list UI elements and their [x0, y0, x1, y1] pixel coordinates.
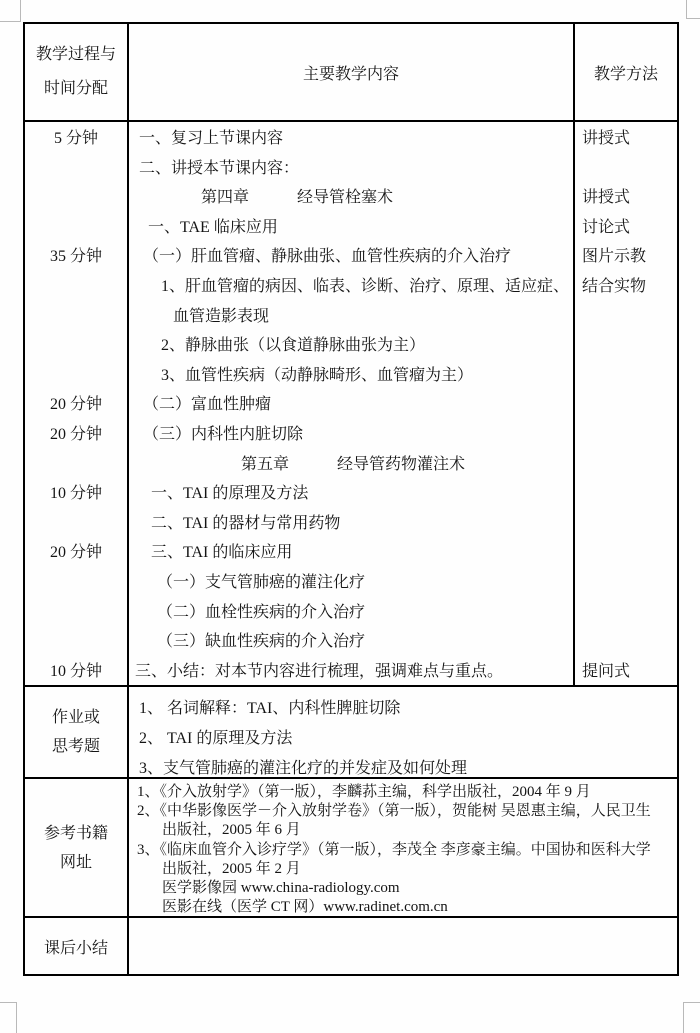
header-row — [25, 24, 677, 120]
homework-label — [25, 687, 127, 777]
method-cell — [575, 361, 677, 391]
summary-label-cell — [25, 918, 127, 974]
reference-line: 1、《介入放射学》（第一版），李麟荪主编，科学出版社，2004 年 9 月 — [137, 784, 591, 800]
method-cell — [575, 538, 677, 568]
reference-line: 医学影像园 www.china-radiology.com — [162, 879, 400, 896]
time-cell — [25, 302, 127, 332]
method-column — [573, 122, 677, 685]
summary-content — [127, 918, 677, 974]
content-line: 血管造影表现 — [173, 307, 270, 325]
method-cell: 结合实物 — [582, 277, 647, 295]
time-cell: 10 分钟 — [49, 662, 102, 680]
method-cell — [575, 509, 677, 539]
time-cell: 5 分钟 — [53, 130, 98, 147]
header-col-process-time — [25, 24, 127, 120]
content-line: （三）缺血性疾病的介入治疗 — [157, 633, 366, 651]
method-cell: 图片示教 — [582, 248, 647, 266]
references-row — [25, 777, 677, 916]
reference-line: 3、《临床血管介入诊疗学》（第一版），李茂全 李彦豪主编。中国协和医科大学 — [137, 841, 651, 858]
content-line: （二）血栓性疾病的介入治疗 — [157, 603, 366, 621]
reference-line: 出版社，2005 年 2 月 — [162, 860, 301, 877]
summary-label: 课后小结 — [43, 939, 108, 957]
homework-label-line2: 思考题 — [51, 738, 100, 755]
time-cell: 20 分钟 — [49, 425, 102, 443]
method-cell — [575, 420, 677, 450]
method-cell — [575, 331, 677, 361]
time-cell: 20 分钟 — [49, 544, 102, 562]
reference-line: 出版社，2005 年 6 月 — [162, 822, 301, 839]
content-line: 3、血管性疾病（动静脉畸形、血管瘤为主） — [161, 366, 474, 384]
content-column — [127, 122, 573, 685]
content-line: 1、肝血管瘤的病因、临表、诊断、治疗、原理、适应症、 — [161, 277, 570, 295]
content-line: 一、复习上节课内容 — [139, 130, 284, 147]
method-cell — [575, 450, 677, 480]
lesson-plan-table — [23, 22, 679, 976]
time-cell — [25, 213, 127, 243]
references-label-line2: 网址 — [59, 853, 92, 871]
homework-items — [127, 687, 677, 777]
time-cell — [25, 154, 127, 184]
time-cell — [25, 272, 127, 302]
crop-mark-bottom-right — [683, 1002, 700, 1033]
header-content-label: 主要教学内容 — [302, 65, 399, 83]
references-label — [25, 779, 127, 916]
method-cell — [575, 302, 677, 332]
method-cell: 提问式 — [582, 662, 631, 680]
header-method-label: 教学方法 — [593, 65, 658, 83]
time-cell — [25, 509, 127, 539]
method-cell — [575, 154, 677, 184]
method-cell — [575, 479, 677, 509]
time-cell: 35 分钟 — [49, 248, 102, 266]
time-cell — [25, 450, 127, 480]
homework-row — [25, 685, 677, 777]
homework-item: 1、 名词解释：TAI、内科性脾脏切除 — [139, 700, 401, 717]
time-cell: 10 分钟 — [49, 485, 102, 503]
content-line: 一、TAI 的原理及方法 — [151, 485, 309, 503]
homework-item: 2、 TAI 的原理及方法 — [139, 730, 293, 747]
time-cell: 20 分钟 — [49, 396, 102, 414]
time-cell — [25, 183, 127, 213]
crop-mark-top-left — [0, 0, 21, 22]
homework-label-line1: 作业或 — [51, 709, 100, 726]
method-cell: 讲授式 — [582, 189, 631, 207]
header-process-line1: 教学过程与 — [35, 46, 116, 63]
reference-line: 医影在线（医学 CT 网）www.radinet.com.cn — [162, 899, 448, 916]
method-cell: 讲授式 — [582, 130, 631, 147]
reference-line: 2、《中华影像医学－介入放射学卷》（第一版），贺能树 吴恩惠主编，人民卫生 — [137, 803, 651, 820]
content-line: 2、静脉曲张（以食道静脉曲张为主） — [161, 337, 426, 355]
time-column — [25, 122, 127, 685]
content-line: 第四章 经导管栓塞术 — [201, 189, 394, 207]
content-line: 三、TAI 的临床应用 — [151, 544, 293, 562]
time-cell — [25, 627, 127, 657]
crop-mark-bottom-left — [0, 1002, 17, 1033]
content-line: （一）支气管肺癌的灌注化疗 — [157, 573, 366, 591]
method-cell — [575, 598, 677, 628]
content-line: 第五章 经导管药物灌注术 — [241, 455, 466, 473]
content-line: （二）富血性肿瘤 — [143, 396, 272, 414]
content-line: 一、TAE 临床应用 — [148, 218, 278, 236]
crop-mark-top-right — [686, 0, 700, 19]
content-line: 三、小结：对本节内容进行梳理，强调难点与重点。 — [135, 662, 504, 680]
header-col-method — [573, 24, 677, 120]
header-col-content — [127, 24, 573, 120]
method-cell — [575, 568, 677, 598]
homework-item: 3、支气管肺癌的灌注化疗的并发症及如何处理 — [139, 760, 468, 777]
content-line: 二、讲授本节课内容： — [139, 159, 300, 177]
time-cell — [25, 361, 127, 391]
header-process-line2: 时间分配 — [43, 80, 108, 97]
method-cell: 讨论式 — [582, 218, 631, 236]
summary-row — [25, 916, 677, 974]
schedule-row — [25, 120, 677, 685]
references-list — [127, 779, 677, 916]
content-line: （三）内科性内脏切除 — [143, 425, 304, 443]
method-cell — [575, 627, 677, 657]
time-cell — [25, 331, 127, 361]
time-cell — [25, 598, 127, 628]
content-line: 二、TAI 的器材与常用药物 — [151, 514, 341, 532]
method-cell — [575, 390, 677, 420]
time-cell — [25, 568, 127, 598]
content-line: （一）肝血管瘤、静脉曲张、血管性疾病的介入治疗 — [143, 248, 512, 266]
references-label-line1: 参考书籍 — [43, 824, 108, 842]
